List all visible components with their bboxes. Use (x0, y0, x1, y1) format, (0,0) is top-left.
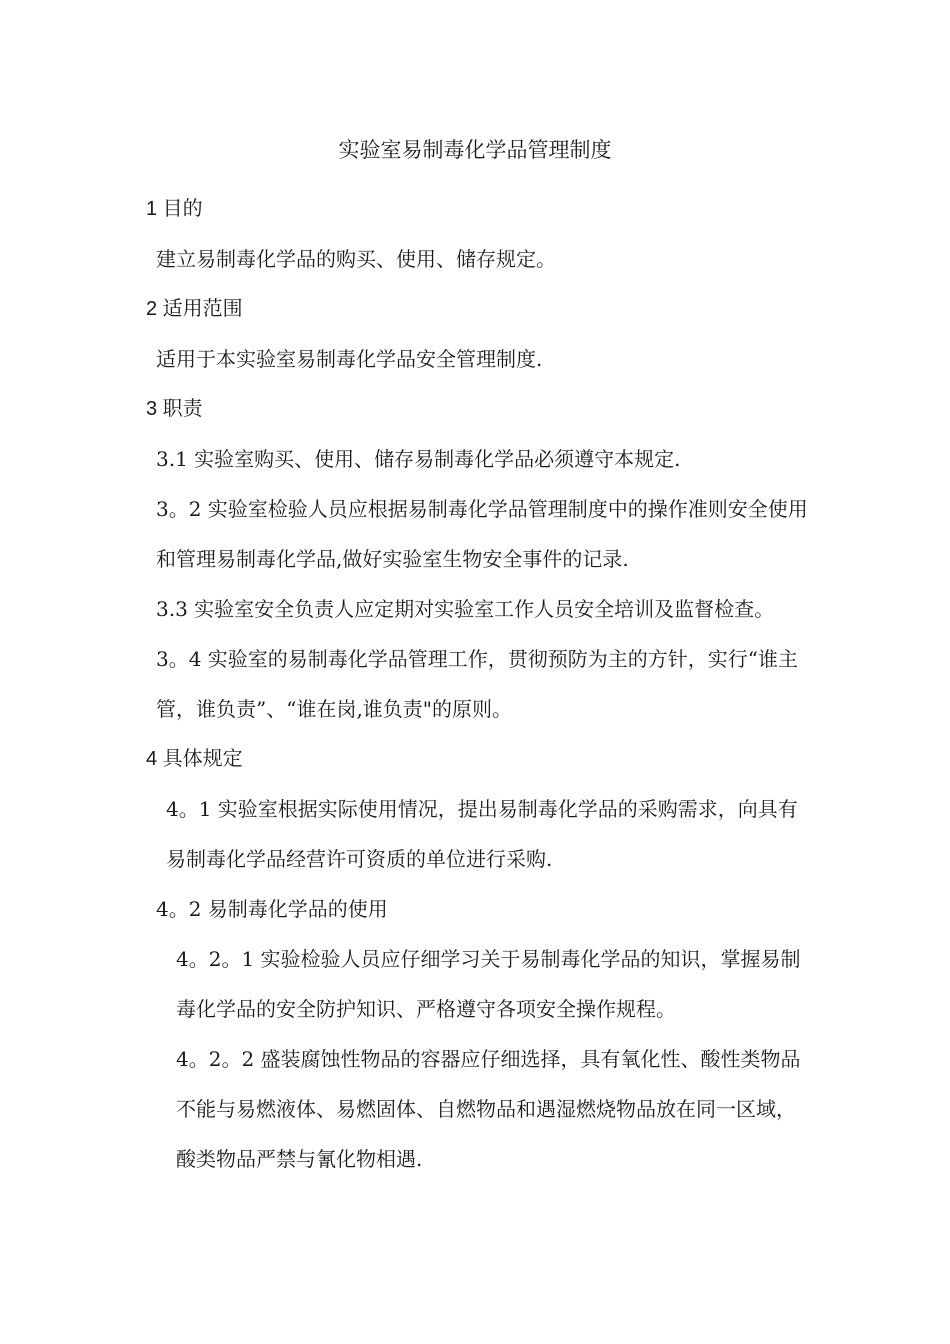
document-body (146, 184, 808, 1184)
paragraph-duty-3-4: 3。4 实验室的易制毒化学品管理工作，贯彻预防为主的方针，实行“谁主管，谁负责”、“谁在岗,谁负责"的原则。 (156, 647, 799, 721)
section-heading-duties: 3 职责 (146, 398, 203, 420)
paragraph-scope: 适用于本实验室易制毒化学品安全管理制度. (156, 347, 543, 371)
section-heading-purpose: 1 目的 (146, 198, 203, 220)
paragraph-rule-4-2: 4。2 易制毒化学品的使用 (156, 897, 388, 921)
paragraph-rule-4-2-1: 4。2。1 实验检验人员应仔细学习关于易制毒化学品的知识，掌握易制毒化学品的安全防护知识、严格遵守各项安全操作规程。 (176, 947, 801, 1021)
paragraph-rule-4-2-2: 4。2。2 盛装腐蚀性物品的容器应仔细选择，具有氧化性、酸性类物品不能与易燃液体、易燃固体、自燃物品和遇湿燃烧物品放在同一区域，酸类物品严禁与氰化物相遇. (176, 1047, 801, 1171)
paragraph-purpose: 建立易制毒化学品的购买、使用、储存规定。 (156, 247, 556, 271)
paragraph-rule-4-1: 4。1 实验室根据实际使用情况，提出易制毒化学品的采购需求，向具有易制毒化学品经营许可资质的单位进行采购. (166, 797, 798, 871)
section-heading-rules: 4 具体规定 (146, 748, 243, 770)
section-heading-scope: 2 适用范围 (146, 298, 243, 320)
paragraph-duty-3-2: 3。2 实验室检验人员应根据易制毒化学品管理制度中的操作准则安全使用和管理易制毒化学品,做好实验室生物安全事件的记录. (156, 497, 808, 571)
paragraph-duty-3-1: 3.1 实验室购买、使用、储存易制毒化学品必须遵守本规定. (156, 447, 681, 471)
paragraph-duty-3-3: 3.3 实验室安全负责人应定期对实验室工作人员安全培训及监督检查。 (156, 597, 775, 621)
document-title: 实验室易制毒化学品管理制度 (338, 138, 612, 162)
